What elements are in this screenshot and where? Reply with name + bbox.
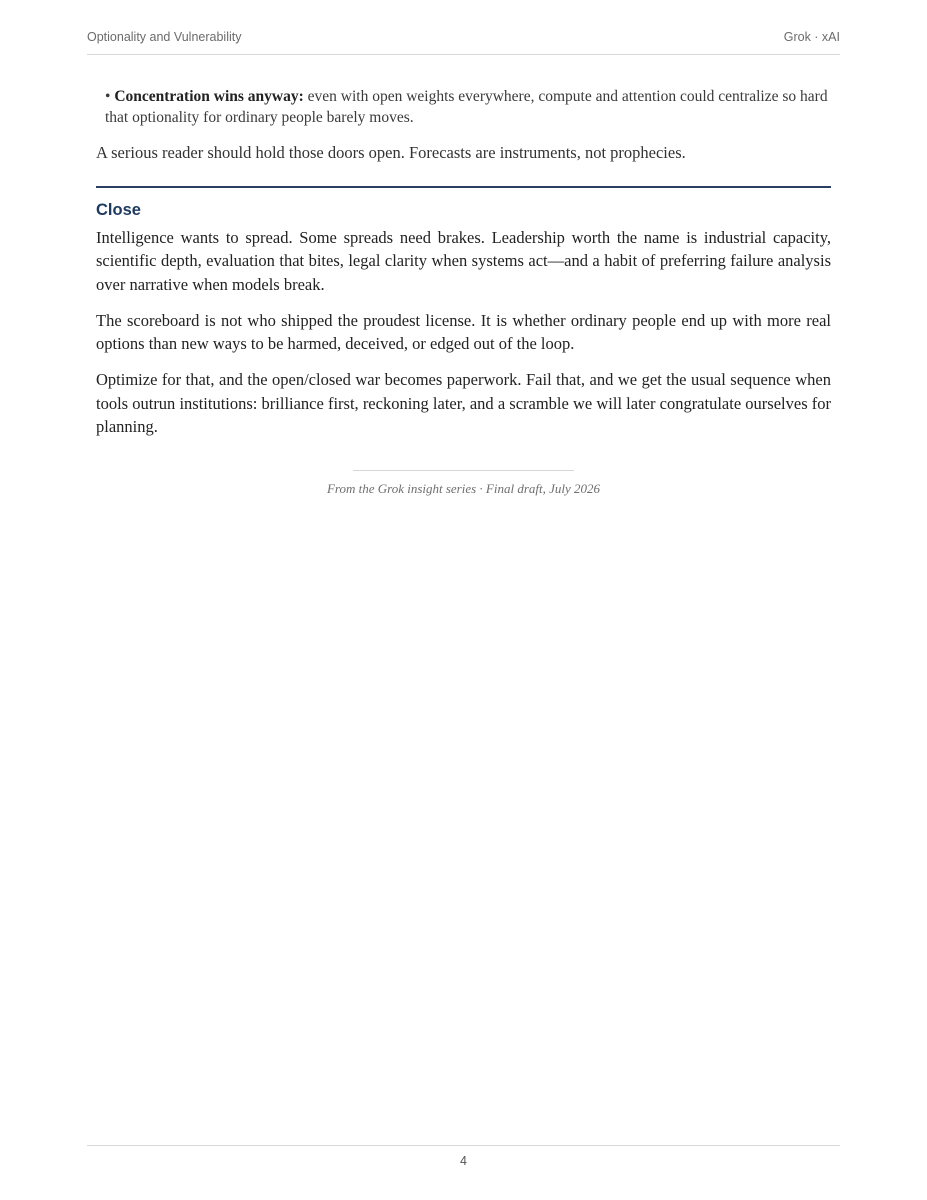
section-divider (96, 186, 831, 188)
colophon-text: From the Grok insight series · Final draft, July 2026 (326, 481, 601, 497)
bullet-item (105, 86, 831, 128)
colophon (96, 470, 831, 497)
header-document-title: Optionality and Vulnerability (87, 30, 242, 44)
body-paragraph-3: Optimize for that, and the open/closed war becomes paperwork. Fail that, and we get the usual sequence when tools outrun institutions: brilliance first, reckoning later, and a scramble we will later congratulate ourselves for planning. (96, 370, 831, 437)
section-heading: Close (96, 201, 141, 219)
running-header (87, 30, 840, 55)
page-content (96, 86, 831, 497)
colophon-divider (353, 470, 574, 471)
bullet-lead: Concentration wins anyway: (114, 88, 304, 105)
intro-paragraph: A serious reader should hold those doors open. Forecasts are instruments, not prophecies. (96, 143, 686, 162)
bullet-marker: • (105, 88, 111, 105)
bullet-text: even with open weights everywhere, compute and attention could centralize so hard that optionality for ordinary people barely moves. (105, 88, 828, 126)
footer-divider (87, 1145, 840, 1146)
page-number: 4 (460, 1154, 467, 1168)
body-paragraph-2: The scoreboard is not who shipped the proudest license. It is whether ordinary people end up with more real options than new ways to be harmed, deceived, or edged out of the loop. (96, 310, 831, 354)
header-author: Grok · xAI (783, 30, 840, 44)
body-paragraph-1: Intelligence wants to spread. Some spreads need brakes. Leadership worth the name is industrial capacity, scientific depth, evaluation that bites, legal clarity when systems act—and a habit of preferring failure analysis over narrative when models break. (96, 228, 831, 294)
